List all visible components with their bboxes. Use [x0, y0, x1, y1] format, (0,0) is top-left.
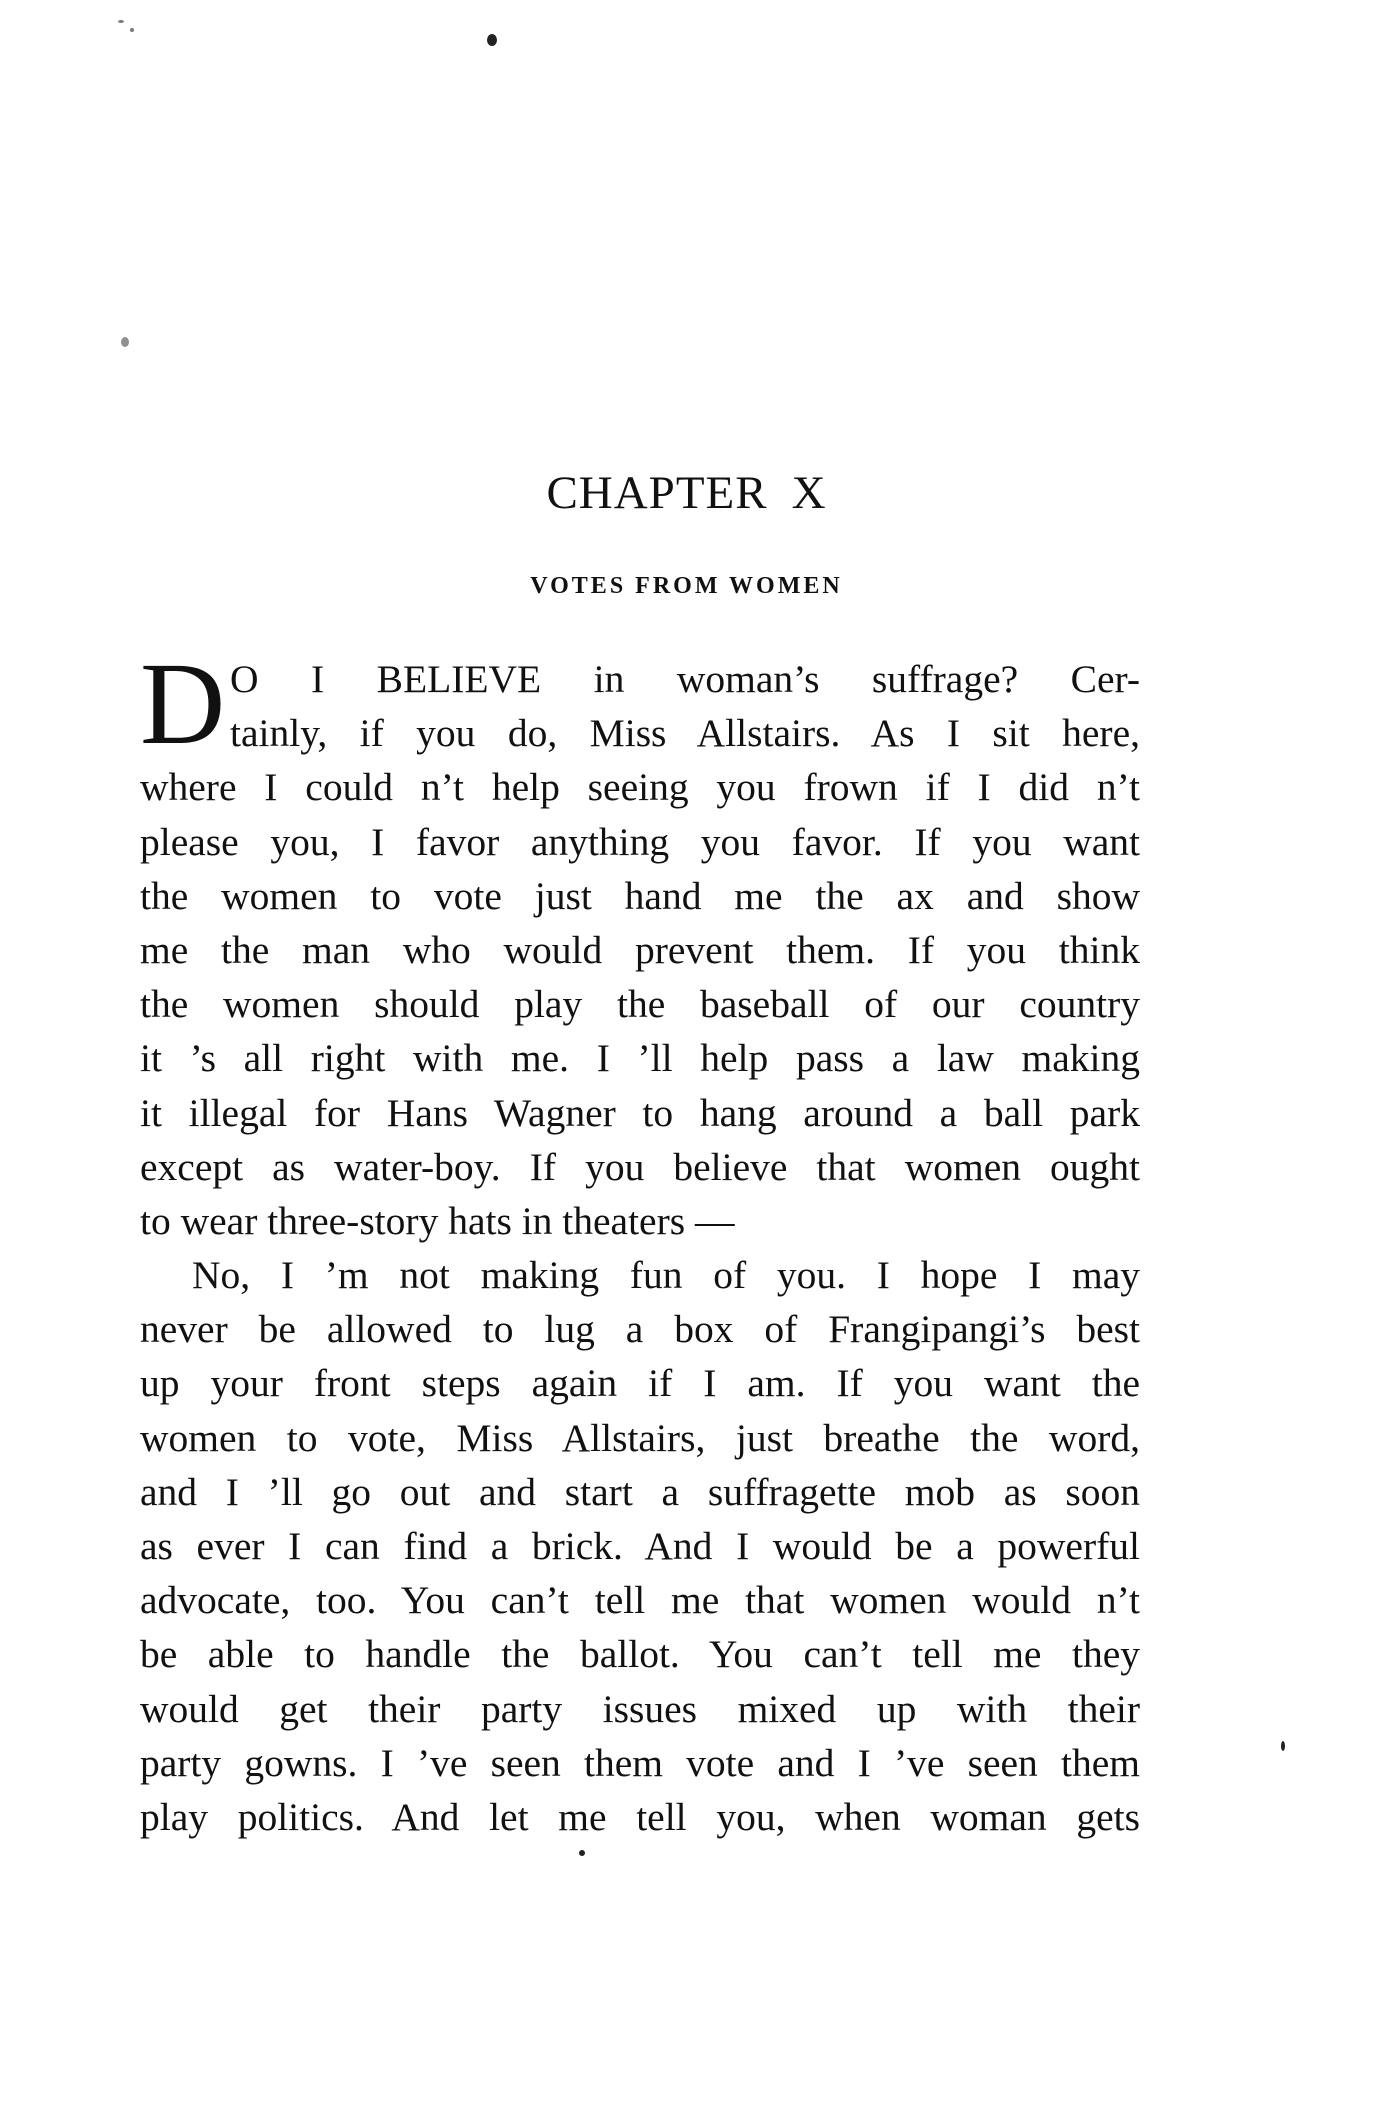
text-line: O I BELIEVE in woman’s suffrage? Cer-: [230, 657, 1140, 701]
text-line: except as water-boy. If you believe that women ought: [140, 1144, 1140, 1189]
scan-speck: [487, 34, 497, 46]
scan-speck: [579, 1850, 585, 1856]
chapter-subtitle: VOTES FROM WOMEN: [530, 573, 843, 599]
drop-cap: D: [140, 638, 226, 769]
text-line: advocate, too. You can’t tell me that women would n’t: [140, 1578, 1140, 1623]
scan-speck: [130, 28, 134, 32]
text-line: the women should play the baseball of our country: [140, 982, 1140, 1027]
text-line: it ’s all right with me. I ’ll help pass a law making: [140, 1036, 1140, 1081]
text-line: be able to handle the ballot. You can’t tell me they: [140, 1632, 1140, 1677]
chapter-heading: [0, 466, 1373, 520]
scan-speck: [1281, 1741, 1285, 1751]
scan-speck: [118, 20, 124, 23]
text-line: never be allowed to lug a box of Frangipangi’s best: [140, 1307, 1140, 1352]
text-line: as ever I can find a brick. And I would be a powerful: [140, 1524, 1140, 1568]
text-line: play politics. And let me tell you, when woman gets: [140, 1794, 1140, 1839]
text-line: the women to vote just hand me the ax and show: [140, 873, 1140, 918]
text-line: up your front steps again if I am. If you want the: [140, 1361, 1140, 1406]
text-line: to wear three-story hats in theaters —: [140, 1198, 735, 1243]
text-line: would get their party issues mixed up with their: [140, 1686, 1140, 1731]
text-line: it illegal for Hans Wagner to hang around a ball park: [140, 1090, 1140, 1135]
chapter-heading-word: CHAPTER: [546, 467, 768, 519]
text-line: tainly, if you do, Miss Allstairs. As I sit here,: [230, 711, 1140, 756]
text-line: party gowns. I ’ve seen them vote and I ’ve seen them: [140, 1740, 1140, 1785]
text-line: No, I ’m not making fun of you. I hope I may: [192, 1253, 1140, 1298]
text-line: please you, I favor anything you favor. If you want: [140, 819, 1140, 864]
chapter-number: X: [791, 467, 827, 519]
scan-speck: [121, 337, 129, 347]
text-line: me the man who would prevent them. If you think: [140, 927, 1140, 972]
text-line: and I ’ll go out and start a suffragette mob as soon: [140, 1469, 1140, 1514]
body-text: [140, 638, 1140, 1844]
text-line: women to vote, Miss Allstairs, just breathe the word,: [140, 1415, 1140, 1460]
text-line: where I could n’t help seeing you frown if I did n’t: [140, 765, 1140, 810]
